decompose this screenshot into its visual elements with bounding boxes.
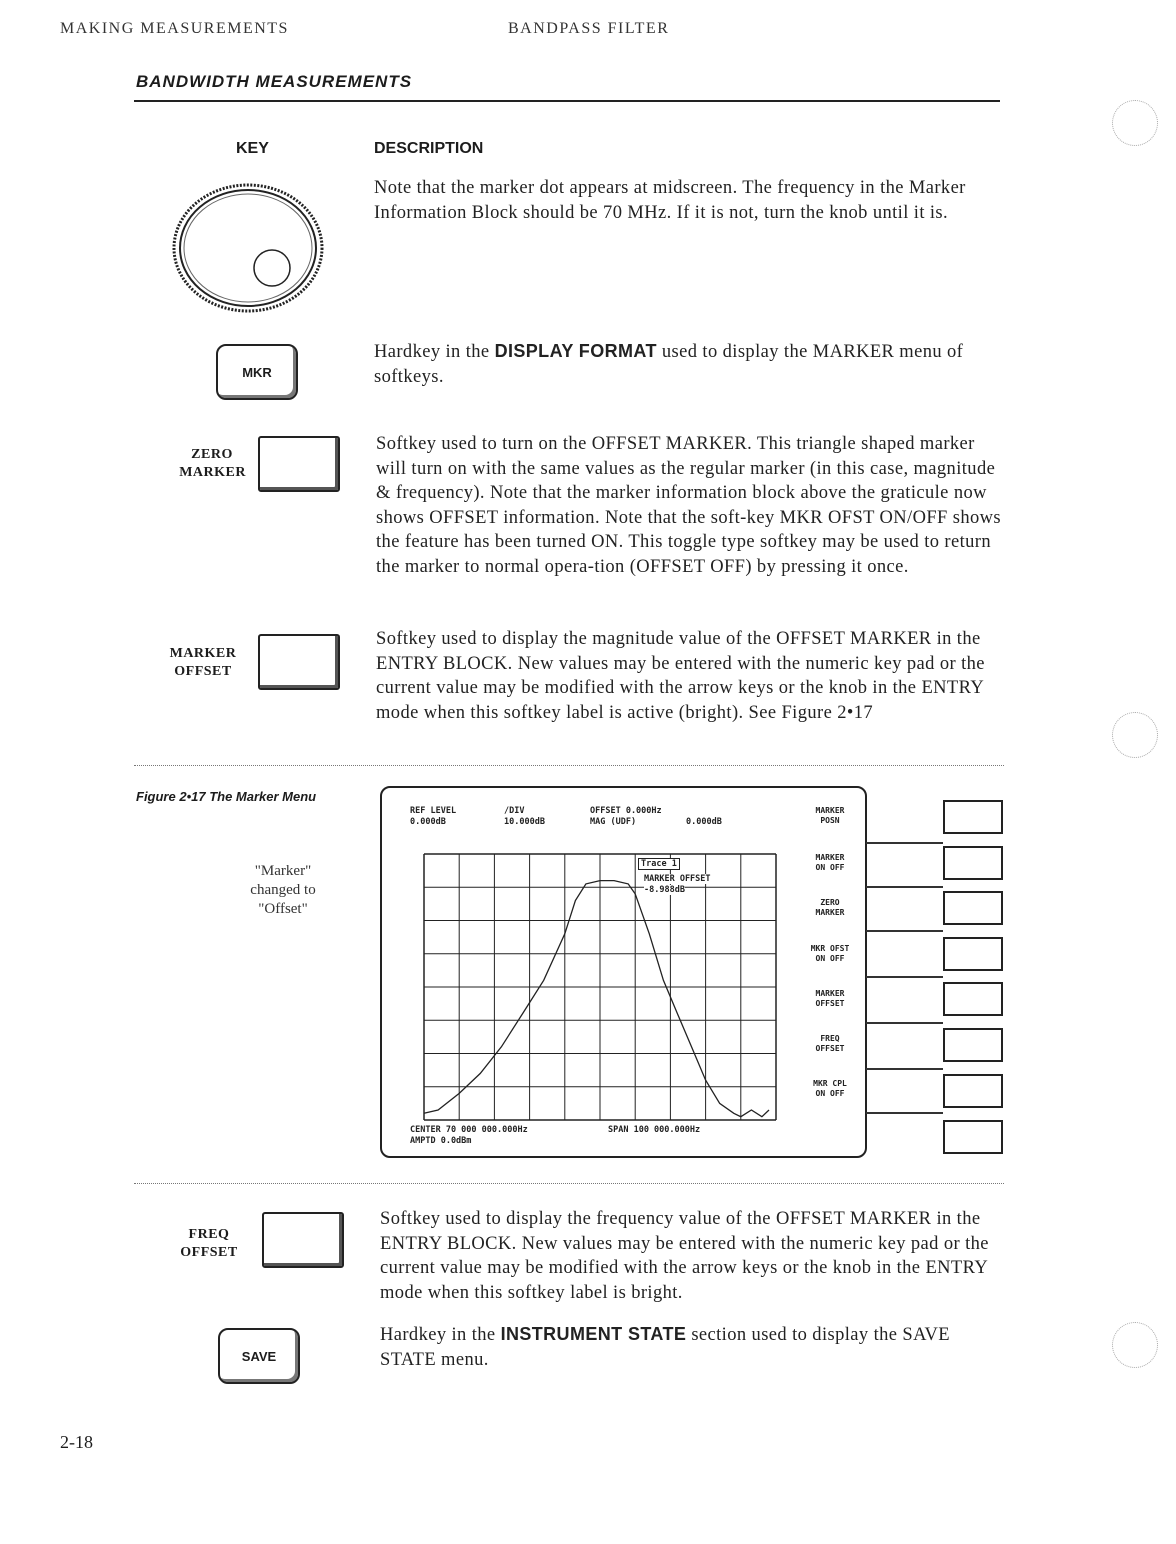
softkey-line1: FREQ [820,1034,840,1043]
mkr-desc-post: used to display the MARKER menu of softkeys. [374,342,964,387]
softkey-leader [866,1022,943,1024]
div-label: /DIV [504,806,525,816]
mkr-description [374,339,999,389]
side-softkey-1[interactable] [943,800,1003,834]
softkey-line1: MARKER [815,989,845,998]
marker-offset-readout-label: MARKER OFFSET [644,874,711,884]
side-softkey-5[interactable] [943,982,1003,1016]
zero-marker-label-line2: MARKER [179,465,246,480]
marker-offset-description: Softkey used to display the magnitude value of the OFFSET MARKER in the ENTRY BLOCK. New values may be entered with the numeric key pad or the current value may be modified with the arrow keys or the knob in the ENTRY mode when this softkey label is active (bright). See Figure 2•17 [376,629,985,723]
save-hardkey[interactable] [218,1328,300,1384]
running-header-left: MAKING MEASUREMENTS [60,20,289,37]
section-rule [134,100,1000,102]
softkey-leader [866,1112,943,1114]
freq-offset-description: Softkey used to display the frequency value of the OFFSET MARKER in the ENTRY BLOCK. New values may be entered with the numeric key pad or the current value may be modified with the arrow keys or the knob in the ENTRY mode when this softkey label is bright. [380,1209,989,1303]
screen-softkey-label [790,1034,870,1054]
softkey-leader [866,886,943,888]
screen-softkey-label [790,806,870,826]
softkey-line2: ON OFF [815,954,845,963]
ref-level-value: 0.000dB [410,817,446,827]
softkey-leader [866,1068,943,1070]
graticule-chart [420,850,780,1124]
mkr-desc-bold: DISPLAY FORMAT [494,341,657,361]
freq-offset-label [166,1226,252,1262]
marker-offset-label-line2: OFFSET [174,664,232,679]
offset-label: OFFSET 0.000Hz [590,806,662,816]
freq-offset-softkey[interactable] [262,1212,344,1268]
softkey-line1: MARKER [815,806,845,815]
punch-hole [1112,712,1158,758]
save-desc-bold: INSTRUMENT STATE [500,1324,687,1344]
amplitude-label: AMPTD 0.0dBm [410,1136,472,1146]
figure-note-line1: "Marker" [254,863,312,879]
marker-offset-readout-value: -8.988dB [644,885,685,895]
softkey-leader [866,842,943,844]
figure-caption: Figure 2•17 The Marker Menu [136,789,317,804]
figure-note-line2: changed to [250,882,316,898]
figure-bottom-rule [134,1183,1004,1184]
mag-value: 0.000dB [686,817,722,827]
softkey-line1: MKR OFST [810,944,850,953]
zero-marker-softkey[interactable] [258,436,340,492]
section-title: BANDWIDTH MEASUREMENTS [136,72,413,91]
page-number: 2-18 [60,1432,93,1452]
ref-level-label: REF LEVEL [410,806,457,816]
span-label: SPAN 100 000.000Hz [608,1125,701,1135]
punch-hole [1112,100,1158,146]
zero-marker-label [160,446,246,482]
side-softkey-6[interactable] [943,1028,1003,1062]
figure-note [218,862,348,919]
rpg-knob-icon [170,182,326,314]
softkey-line2: ON OFF [815,1089,845,1098]
key-column-header: KEY [236,140,269,157]
softkey-leader [866,976,943,978]
softkey-line1: MKR CPL [813,1079,847,1088]
save-description [380,1322,1005,1372]
running-header-center: BANDPASS FILTER [508,20,670,37]
side-softkey-2[interactable] [943,846,1003,880]
screen-softkey-label [790,853,870,873]
trace-1-line [424,881,769,1117]
side-softkey-8[interactable] [943,1120,1003,1154]
knob-description: Note that the marker dot appears at midscreen. The frequency in the Marker Information Block should be 70 MHz. If it is not, turn the knob until it is. [374,178,966,223]
trace-label: Trace 1 [638,858,680,870]
softkey-line1: ZERO [820,898,840,907]
screen-softkey-label [790,944,870,964]
center-frequency-label: CENTER 70 000 000.000Hz [410,1125,528,1135]
softkey-line2: MARKER [815,908,845,917]
marker-offset-label-line1: MARKER [169,646,237,661]
softkey-line2: OFFSET [815,999,845,1008]
mkr-hardkey-label: MKR [242,364,272,380]
softkey-line1: MARKER [815,853,845,862]
save-hardkey-label: SAVE [241,1348,277,1364]
softkey-line2: OFFSET [815,1044,845,1053]
div-value: 10.000dB [504,817,545,827]
marker-offset-label [160,645,246,681]
mkr-hardkey[interactable] [216,344,298,400]
save-desc-pre: Hardkey in the [380,1325,501,1345]
freq-offset-label-line1: FREQ [188,1227,230,1242]
screen-softkey-label [790,989,870,1009]
figure-top-rule [134,765,1004,766]
figure-note-line3: "Offset" [258,901,308,917]
mag-label: MAG (UDF) [590,817,637,827]
softkey-line2: ON OFF [815,863,845,872]
side-softkey-7[interactable] [943,1074,1003,1108]
softkey-line2: POSN [820,816,840,825]
screen-softkey-label [790,898,870,918]
marker-offset-softkey[interactable] [258,634,340,690]
softkey-leader [866,930,943,932]
mkr-desc-pre: Hardkey in the [374,342,495,362]
freq-offset-label-line2: OFFSET [180,1245,238,1260]
punch-hole [1112,1322,1158,1368]
side-softkey-3[interactable] [943,891,1003,925]
save-desc-post: section used to display the SAVE STATE menu. [380,1325,950,1370]
graticule-grid [424,854,776,1120]
screen-softkey-label [790,1079,870,1099]
zero-marker-description: Softkey used to turn on the OFFSET MARKER. This triangle shaped marker will turn on with the same values as the regular marker (in this case, magnitude & frequency). Note that the marker information block above the graticule now shows OFFSET information. Note that the soft-key MKR OFST ON/OFF shows the feature has been turned ON. This toggle type softkey may be used to return the marker to normal opera-tion (OFFSET OFF) by pressing it once. [376,434,1002,577]
description-column-header: DESCRIPTION [374,140,484,157]
zero-marker-label-line1: ZERO [191,447,233,462]
side-softkey-4[interactable] [943,937,1003,971]
